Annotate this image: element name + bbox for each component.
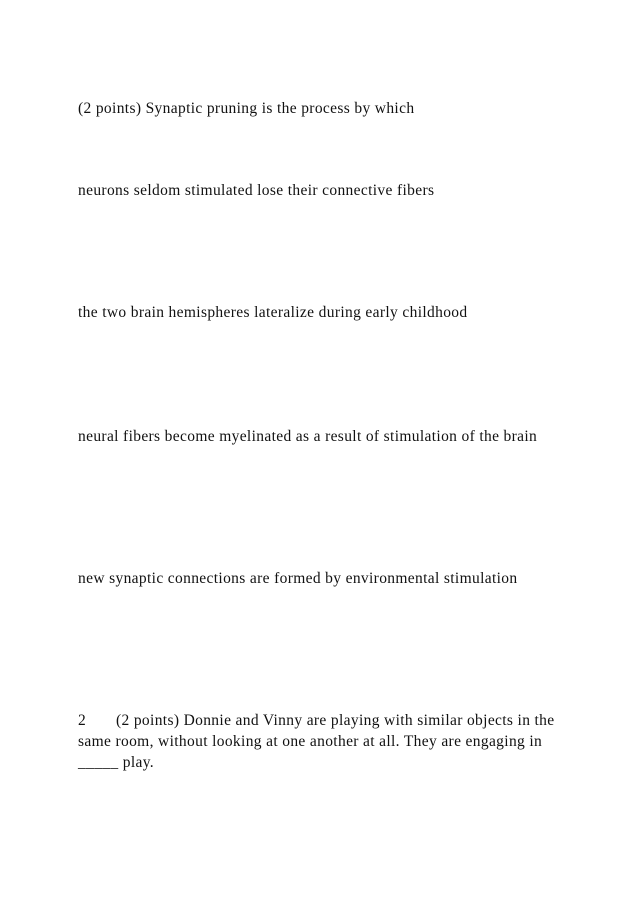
question-1-option-a: neurons seldom stimulated lose their connective fibers [78, 182, 435, 199]
question-2-stem: (2 points) Donnie and Vinny are playing with similar objects in the same room, without looking at one another at all. They are engaging in _____ play. [78, 712, 555, 771]
question-2-number: 2 [78, 712, 87, 729]
question-2 [78, 710, 578, 773]
question-1-stem: (2 points) Synaptic pruning is the process by which [78, 100, 415, 117]
question-1-option-c: neural fibers become myelinated as a result of stimulation of the brain [78, 428, 538, 445]
question-1-option-d: new synaptic connections are formed by environmental stimulation [78, 570, 518, 587]
question-1-option-b: the two brain hemispheres lateralize during early childhood [78, 304, 468, 321]
